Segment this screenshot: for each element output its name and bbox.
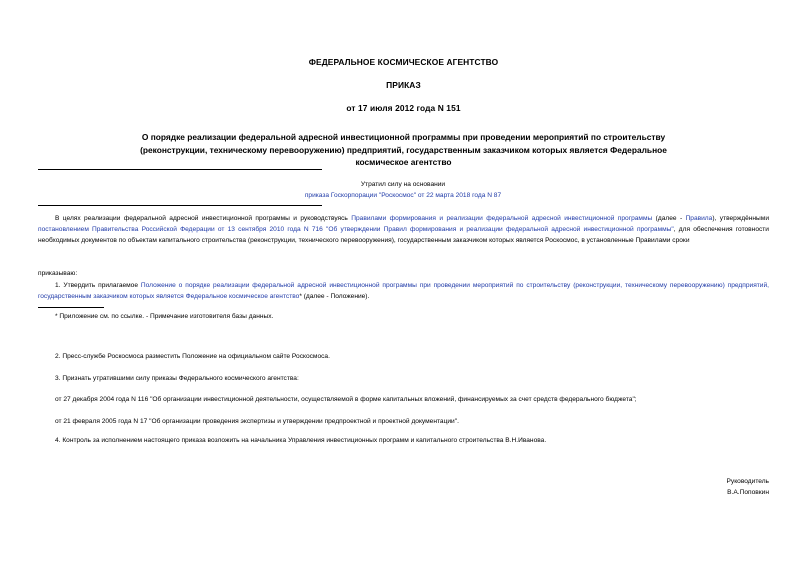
item-3: 3. Признать утратившими силу приказы Федерального космического агентства: — [55, 375, 299, 382]
item-3b: от 21 февраля 2005 года N 17 "Об организации проведения экспертизы и утверждении предпроектной и проектной документации". — [55, 418, 459, 425]
preamble-paragraph — [38, 214, 769, 246]
signature-block — [569, 476, 769, 498]
document-date: от 17 июля 2012 года N 151 — [346, 103, 461, 113]
item-1-prefix: 1. Утвердить прилагаемое — [55, 282, 141, 289]
status-note-text: Утратил силу на основании — [360, 181, 446, 188]
status-note — [150, 180, 656, 201]
divider-bottom — [38, 205, 322, 206]
item-1-suffix: * (далее - Положение). — [299, 292, 370, 300]
signatory-position: Руководитель — [726, 478, 769, 485]
rules-short-link[interactable]: Правила — [685, 215, 713, 222]
agency-name: ФЕДЕРАЛЬНОЕ КОСМИЧЕСКОЕ АГЕНТСТВО — [308, 57, 499, 67]
preamble-text-1: В целях реализации федеральной адресной инвестиционной программы и руководствуясь — [55, 215, 352, 222]
rules-link[interactable]: Правилами формирования и реализации федеральной адресной инвестиционной программы — [351, 215, 653, 222]
item-4: 4. Контроль за исполнением настоящего приказа возложить на начальника Управления инвестиционных программ и капитального строительства В.Н.Иванова. — [55, 437, 547, 444]
item-1 — [38, 281, 769, 303]
footnote: * Приложение см. по ссылке. - Примечание изготовителя базы данных. — [55, 313, 274, 320]
government-decree-link[interactable]: постановлением Правительства Российской Федерации от 13 сентября 2010 года N 716 "Об утверждении Правил формирования и реализации федеральной адресной инвестиционной программы" — [38, 225, 674, 233]
document-type: ПРИКАЗ — [386, 80, 421, 90]
preamble-text-4: , для обеспечения готовности необходимых документов по объектам капитального строительства (реконструкции, технического перевооружения), государственным заказчиком которых является Роскосмос, в установленные Правилами сроки — [38, 225, 769, 244]
signatory-name: В.А.Поповкин — [727, 489, 769, 496]
preamble-text-3: ), утверждёнными — [712, 215, 769, 222]
footnote-divider — [38, 307, 104, 308]
document-title: О порядке реализации федеральной адресной инвестиционной программы при проведении мероприятий по строительству (реконструкции, техническому перевооружению) предприятий, государственным заказчиком которых является Федеральное космическое агентство — [140, 132, 667, 167]
item-3a: от 27 декабря 2004 года N 116 "Об организации инвестиционной деятельности, осуществляемой в форме капитальных вложений, финансируемых за счет средств федерального бюджета"; — [55, 396, 637, 403]
item-2: 2. Пресс-службе Роскосмоса разместить Положение на официальном сайте Роскосмоса. — [55, 353, 330, 360]
divider-top — [38, 169, 322, 170]
repeal-order-link[interactable]: приказа Госкорпорации "Роскосмос" от 22 марта 2018 года N 87 — [304, 191, 502, 199]
preamble-text-2: (далее - — [652, 215, 686, 222]
regulation-link[interactable]: Положение о порядке реализации федеральной адресной инвестиционной программы при проведении мероприятий по строительству (реконструкции, техническому перевооружению) предприятий, государственным заказчиком которых является Федеральное космическое агентство — [38, 282, 769, 300]
order-word: приказываю: — [38, 270, 78, 277]
